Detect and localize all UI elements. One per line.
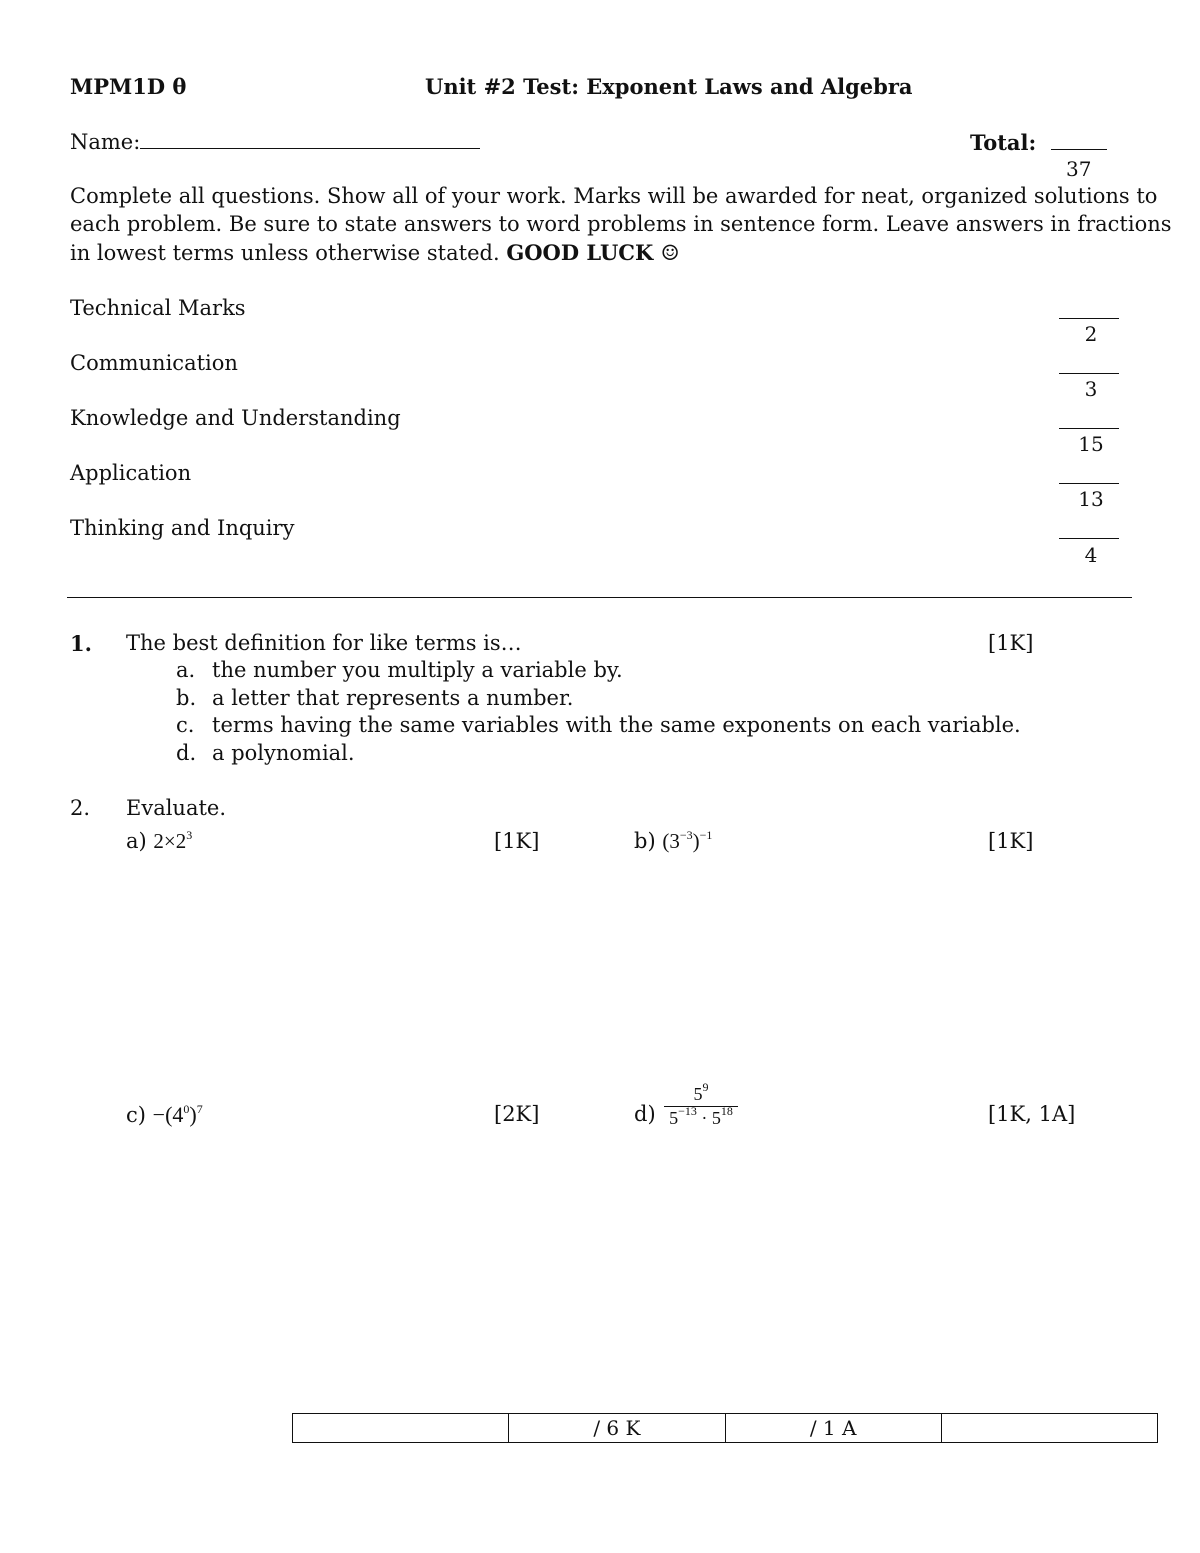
q2b-expression: $(3^{-3})^{-1}$ (662, 828, 713, 853)
score-summary-table (292, 1413, 1158, 1443)
instructions-line-3 (70, 240, 679, 265)
instructions-line-2: each problem. Be sure to state answers to word problems in sentence form. Leave answers in fractions (70, 212, 1172, 236)
q2a-label: a) (126, 829, 147, 853)
score-blank-knowledge[interactable] (1059, 428, 1119, 429)
q2c (126, 1102, 203, 1128)
q2d-denominator: $5^{-13} \cdot 5^{18}$ (669, 1104, 733, 1128)
score-blank-technical[interactable] (1059, 318, 1119, 319)
q1-option-b[interactable]: a letter that represents a number. (212, 686, 574, 710)
total-field (970, 130, 1107, 155)
course-code: MPM1D θ (70, 74, 187, 99)
q2c-label: c) (126, 1103, 146, 1127)
score-cell-1[interactable] (293, 1414, 509, 1443)
q1-option-b-letter: b. (176, 686, 197, 710)
q1-prompt: The best definition for like terms is… (126, 631, 522, 655)
q1-option-c[interactable]: terms having the same variables with the same exponents on each variable. (212, 713, 1021, 737)
q2d-label: d) (634, 1102, 656, 1126)
test-title: Unit #2 Test: Exponent Laws and Algebra (425, 74, 913, 99)
category-thinking: Thinking and Inquiry (70, 516, 295, 540)
total-out-of: 37 (1066, 157, 1092, 181)
name-label: Name: (70, 130, 141, 154)
good-luck: GOOD LUCK ☺ (506, 240, 680, 265)
q2b (634, 829, 712, 854)
score-blank-thinking[interactable] (1059, 538, 1119, 539)
name-field[interactable] (70, 130, 480, 154)
q2a-marks: [1K] (494, 829, 540, 853)
q1-number: 1. (70, 631, 92, 656)
q2d-numerator: $5^9$ (693, 1080, 709, 1104)
total-label: Total: (970, 130, 1037, 155)
section-divider (67, 597, 1132, 598)
q2-prompt: Evaluate. (126, 796, 227, 820)
q2b-label: b) (634, 829, 656, 853)
score-out-of-technical: 2 (1084, 322, 1098, 346)
score-out-of-communication: 3 (1084, 377, 1098, 401)
q1-option-d-letter: d. (176, 741, 197, 765)
score-out-of-thinking: 4 (1084, 543, 1098, 567)
score-cell-knowledge[interactable]: / 6 K (509, 1414, 725, 1443)
score-out-of-application: 13 (1078, 487, 1104, 511)
instructions-text: in lowest terms unless otherwise stated. (70, 241, 500, 265)
q1-option-d[interactable]: a polynomial. (212, 741, 355, 765)
q1-option-c-letter: c. (176, 713, 195, 737)
name-blank[interactable] (140, 148, 480, 149)
q2d-fraction (664, 1080, 738, 1129)
instructions-line-1: Complete all questions. Show all of your work. Marks will be awarded for neat, organized solutions to (70, 184, 1158, 208)
q1-option-a-letter: a. (176, 658, 196, 682)
category-application: Application (70, 461, 192, 485)
score-blank-communication[interactable] (1059, 373, 1119, 374)
score-cell-application[interactable]: / 1 A (725, 1414, 941, 1443)
category-technical-marks: Technical Marks (70, 296, 246, 320)
q2a (126, 829, 192, 854)
q2b-marks: [1K] (988, 829, 1034, 853)
score-cell-4[interactable] (941, 1414, 1157, 1443)
q1-option-a[interactable]: the number you multiply a variable by. (212, 658, 623, 682)
score-blank-application[interactable] (1059, 483, 1119, 484)
q2c-expression: $-(4^0)^7$ (152, 1102, 203, 1127)
q2c-marks: [2K] (494, 1102, 540, 1126)
total-blank[interactable] (1051, 149, 1107, 150)
q2d-marks: [1K, 1A] (988, 1102, 1076, 1126)
q1-marks: [1K] (988, 631, 1034, 655)
q2a-expression: $2\times 2^3$ (153, 828, 193, 853)
category-communication: Communication (70, 351, 238, 375)
category-knowledge: Knowledge and Understanding (70, 406, 401, 430)
q2-number: 2. (70, 796, 91, 820)
score-out-of-knowledge: 15 (1078, 432, 1104, 456)
